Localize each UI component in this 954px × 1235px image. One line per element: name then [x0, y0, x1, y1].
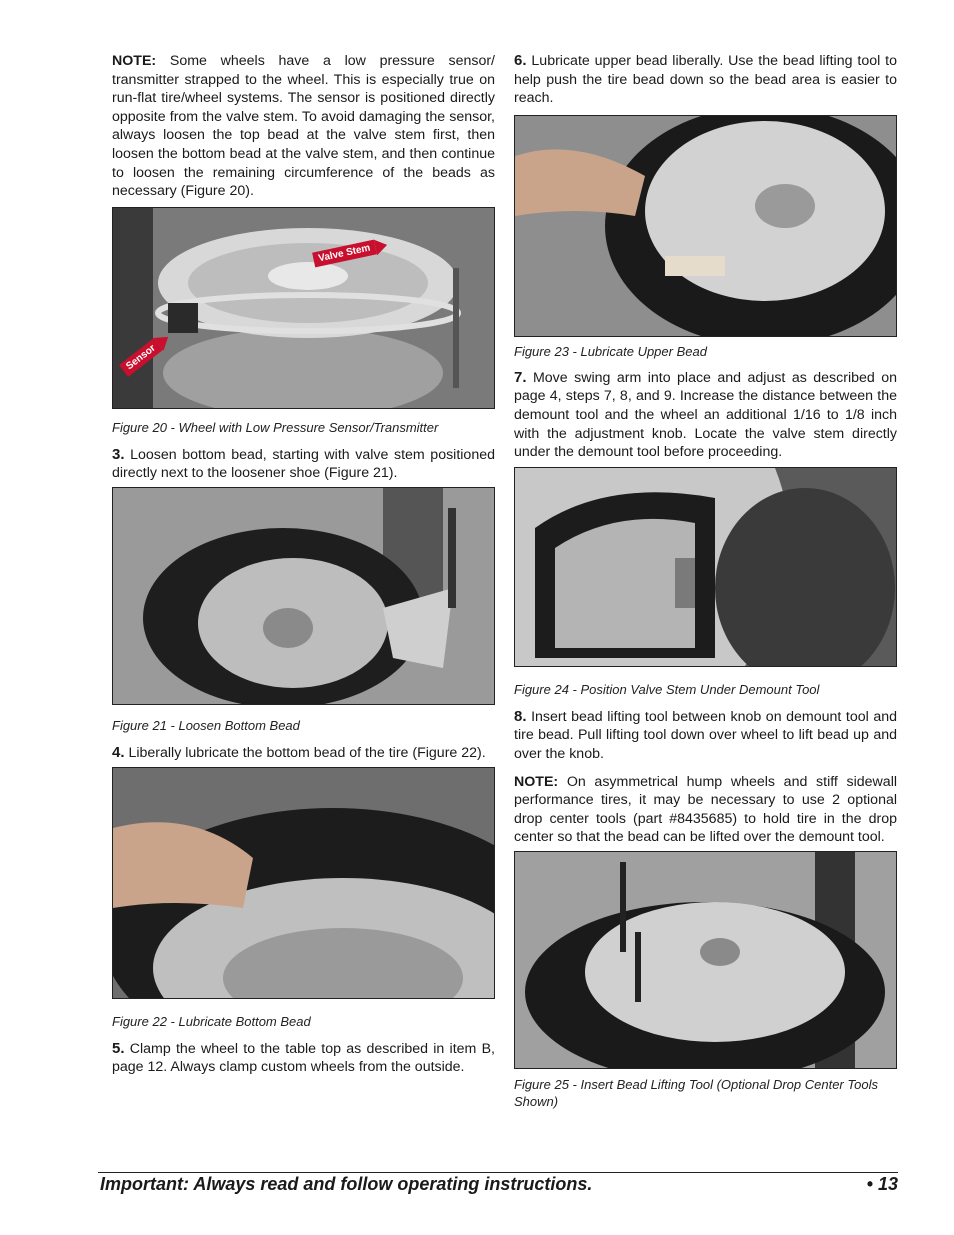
step-8-number: 8.: [514, 707, 527, 725]
left-column: [112, 52, 495, 1077]
note-text: Some wheels have a low pressure sensor/ transmitter strapped to the wheel. This is especially true on run-flat tire/wheel systems. The sensor is positioned directly opposite from the valve stem. To avoid damaging the sensor, always loosen the top bead at the valve stem first, then loosen the bottom bead at the valve stem, and then continue to loosen the remaining circumference of the beads as necessary (Figure 20).: [112, 53, 495, 200]
figure-23-caption: Figure 23 - Lubricate Upper Bead: [514, 343, 707, 359]
figure-25-photo: [514, 851, 897, 1069]
figure-22-photo: [112, 767, 495, 999]
step-4-number: 4.: [112, 743, 125, 761]
sensor-label: Sensor: [119, 338, 163, 377]
page-number: • 13: [866, 1174, 898, 1194]
note-paragraph-left: [112, 52, 495, 201]
note-label: NOTE:: [112, 53, 157, 69]
step-8: [514, 708, 897, 764]
step-7: [514, 369, 897, 462]
figure-24-photo: [514, 467, 897, 667]
figure-23-photo: [514, 115, 897, 337]
step-3: [112, 446, 495, 483]
note-label-right: NOTE:: [514, 773, 559, 790]
figure-21-photo: [112, 487, 495, 705]
figure-22-caption: Figure 22 - Lubricate Bottom Bead: [112, 1013, 311, 1029]
step-3-number: 3.: [112, 445, 125, 463]
step-4-text: Liberally lubricate the bottom bead of the tire (Figure 22).: [124, 744, 486, 761]
figure-20-photo: [112, 207, 495, 409]
step-8-text: Insert bead lifting tool between knob on demount tool and tire bead. Pull lifting tool down over wheel to lift bead up and over the knob.: [514, 708, 897, 762]
figure-25-caption: Figure 25 - Insert Bead Lifting Tool (Optional Drop Center Tools Shown): [514, 1076, 878, 1109]
note-text-right: On asymmetrical hump wheels and stiff sidewall performance tires, it may be necessary to use 2 optional drop center tools (part #8435685) to hold tire in the drop center so that the bead can be lifted over the demount tool.: [514, 773, 897, 846]
step-6: [514, 52, 897, 108]
step-7-number: 7.: [514, 368, 527, 386]
note-paragraph-right: [514, 773, 897, 847]
right-column: [514, 52, 897, 1110]
step-7-text: Move swing arm into place and adjust as described on page 4, steps 7, 8, and 9. Increase the distance between the demount tool and the wheel an additional 1/16 to 1/8 inch with the adjustment knob. Locate the valve stem directly under the demount tool before proceeding.: [514, 369, 897, 461]
step-5: [112, 1040, 495, 1077]
figure-24-caption: Figure 24 - Position Valve Stem Under Demount Tool: [514, 681, 820, 697]
figure-20-caption: Figure 20 - Wheel with Low Pressure Sensor/Transmitter: [112, 419, 439, 435]
valve-stem-label: Valve Stem: [312, 239, 377, 267]
footer-warning: Important: Always read and follow operating instructions.: [100, 1174, 593, 1194]
step-3-text: Loosen bottom bead, starting with valve stem positioned directly next to the loosener shoe (Figure 21).: [112, 446, 495, 482]
step-4: [112, 744, 495, 763]
page-footer: [98, 1172, 898, 1194]
step-5-number: 5.: [112, 1039, 125, 1057]
step-6-number: 6.: [514, 52, 527, 69]
step-5-text: Clamp the wheel to the table top as described in item B, page 12. Always clamp custom wheels from the outside.: [112, 1040, 495, 1076]
step-6-text: Lubricate upper bead liberally. Use the bead lifting tool to help push the tire bead down so the bead area is easier to reach.: [514, 53, 897, 107]
figure-21-caption: Figure 21 - Loosen Bottom Bead: [112, 717, 300, 733]
